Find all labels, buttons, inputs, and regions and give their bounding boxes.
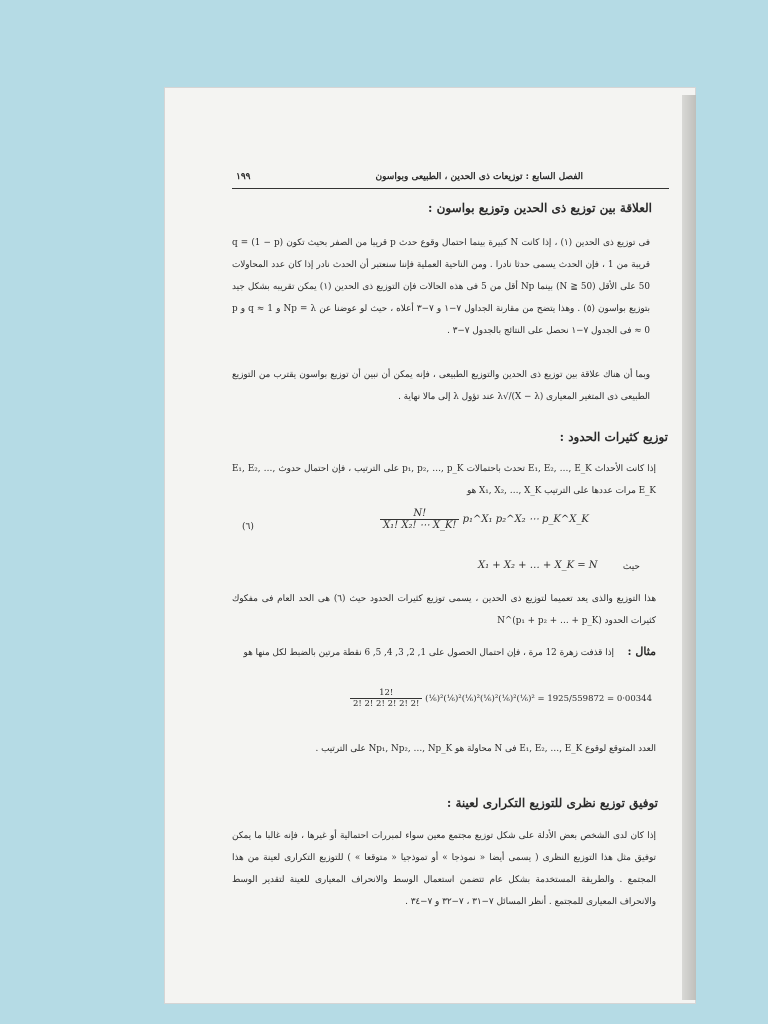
example-equation xyxy=(350,688,652,709)
multinomial-equation xyxy=(380,508,589,531)
page-number: ١٩٩ xyxy=(236,172,251,182)
multinomial-tail: p₁^X₁ p₂^X₂ ⋯ p_K^X_K xyxy=(462,514,589,525)
section-heading-multinomial: توزيع كثيرات الحدود : xyxy=(559,430,668,444)
section-heading-fitting: توفيق توزيع نظرى للتوزيع التكرارى لعينة : xyxy=(446,796,658,810)
paragraph-binomial-normal: وبما أن هناك علاقة بين توزيع ذى الحدين والتوزيع الطبيعى ، فإنه يمكن أن نبين أن توزيع بواسون يقترب من التوزيع الطبيعى ذى المتغير المعيارى (X − λ)/√λ عند تؤول λ إلى مالا نهاية . xyxy=(232,370,650,402)
example-numerator: 12! xyxy=(350,688,422,699)
expected-number-text: العدد المتوقع لوقوع E₁, E₂, …, E_K فى N محاولة هو Np₁, Np₂, …, Np_K على الترتيب . xyxy=(315,744,656,754)
where-equation: X₁ + X₂ + … + X_K = N xyxy=(478,560,598,571)
paragraph-multinomial-expansion: هذا التوزيع والذى يعد تعميما لتوزيع ذى الحدين ، يسمى توزيع كثيرات الحدود حيث (٦) هى الحد العام فى مفكوك كثيرات الحدود (p₁ + p₂ + … + p_K)^N xyxy=(232,594,657,626)
running-title: الفصل السابع : توزيعات ذى الحدين ، الطبيعى وبواسون xyxy=(375,172,583,182)
running-header xyxy=(232,172,669,189)
paragraph-binomial-poisson: فى توزيع ذى الحدين (١) ، إذا كانت N كبيرة بينما احتمال وقوع حدث p قريبا من الصفر بحيث تكون q = (1 − p) قريبة من 1 ، فإن الحدث يسمى حدثا نادرا . ومن الناحية العملية فإننا سنعتبر أن الحدث نادر إذا كان عدد المحاولات 50 على الأقل (N ≧ 50) بينما Np أقل من 5 فى هذه الحالات فإن التوزيع ذى الحدين (١) يمكن تقريبه بشكل جيد بتوزيع بواسون (٥) . وهذا يتضح من مقارنة الجداول ٧−١ و ٧−٣ أعلاه ، حيث لو عوضنا عن Np = λ و q ≈ 1 و p ≈ 0 فى الجدول ٧−١ نحصل على النتائج بالجدول ٧−٣ . xyxy=(232,238,650,336)
example-label: مثال : xyxy=(627,645,656,658)
multinomial-denominator: X₁! X₂! ⋯ X_K! xyxy=(383,520,457,531)
paragraph-fitting: إذا كان لدى الشخص بعض الأدلة على شكل توزيع مجتمع معين سواء لمبررات احتمالية أو غيرها ، فإنه غالبا ما يمكن توفيق مثل هذا التوزيع النظرى ( يسمى أيضا « نموذجا » أو تموذجيا « متوقعا » ) للتوزيع التكرارى لعينة من هذا المجتمع . والطريقة المستخدمة بشكل عام تتضمن استعمال الوسط والانحراف المعيارى للعينة لتقدير الوسط والانحراف المعيارى للمجتمع . أنظر المسائل ٧−٣١ ، ٧−٣٢ و ٧−٣٤ . xyxy=(232,831,656,907)
where-label: حيث xyxy=(622,562,640,572)
example-tail: (⅙)²(⅙)²(⅙)²(⅙)²(⅙)²(⅙)² = 1925/559872 = 0·00344 xyxy=(425,694,652,704)
example-text: إذا قذفت زهرة 12 مرة ، فإن احتمال الحصول على 1, 2, 3, 4, 5, 6 نقطة مرتين بالضبط لكل منها هو xyxy=(243,648,614,658)
paragraph-multinomial-intro: إذا كانت الأحداث E₁, E₂, …, E_K تحدث باحتمالات p₁, p₂, …, p_K على الترتيب ، فإن احتمال حدوث E₁, E₂, …, E_K مرات عددها على الترتيب X₁, X₂, …, X_K هو xyxy=(232,464,656,496)
multinomial-numerator: N! xyxy=(380,508,459,520)
page-edge-shadow xyxy=(682,95,696,1000)
example-denominator: 2! 2! 2! 2! 2! 2! xyxy=(353,699,420,709)
equation-number: (٦) xyxy=(242,522,254,532)
section-heading-binomial-poisson: العلاقة بين توزيع ذى الحدين وتوزيع بواسون : xyxy=(428,201,652,215)
